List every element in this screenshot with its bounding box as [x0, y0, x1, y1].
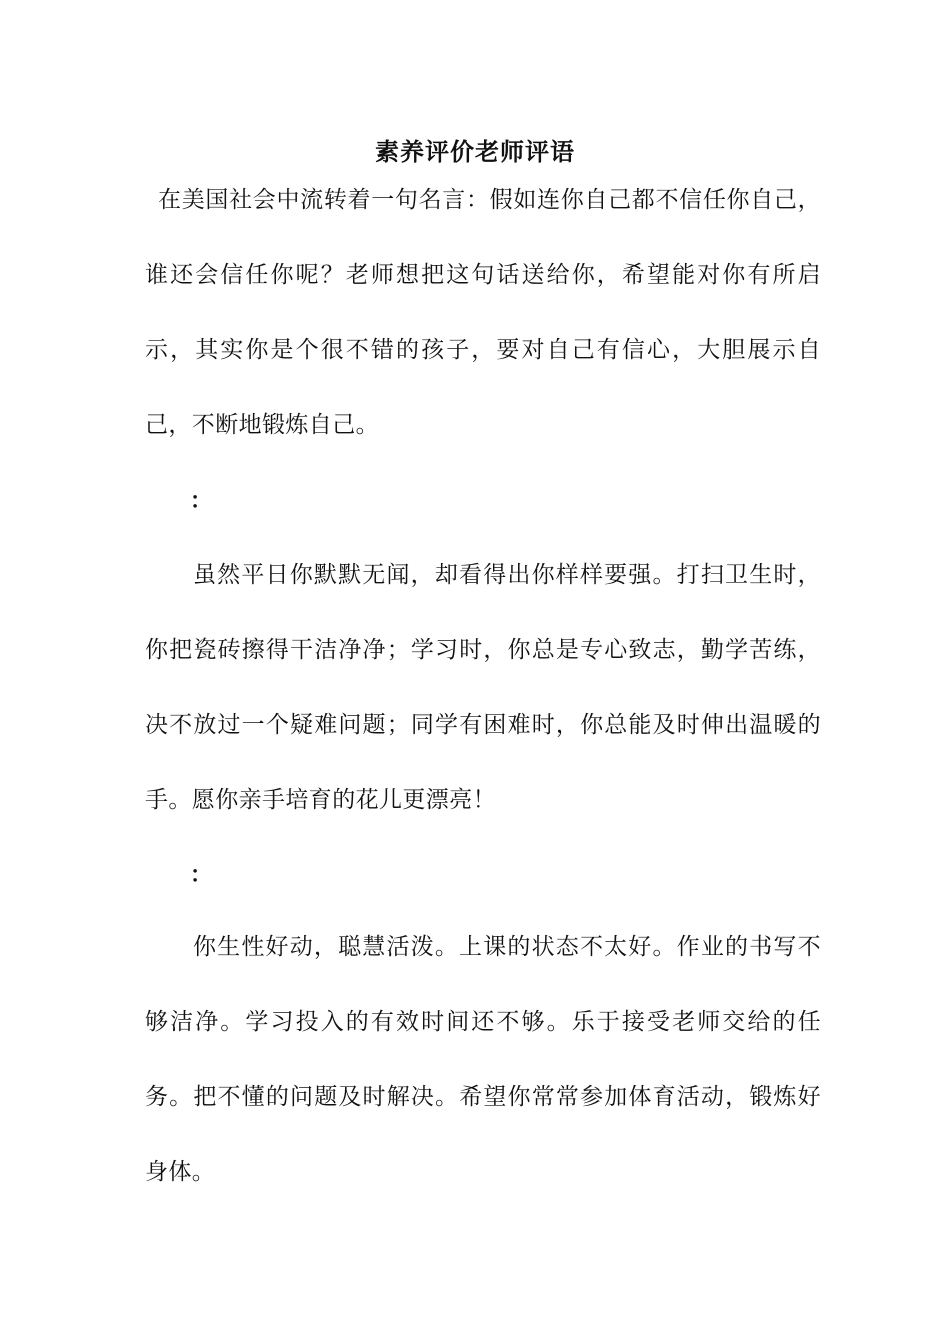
section-separator-2: ：	[190, 862, 213, 888]
comment-paragraph-3: 你生性好动，聪慧活泼。上课的状态不太好。作业的书写不够洁净。学习投入的有效时间还不够。乐于接受老师交给的任务。把不懂的问题及时解决。希望你常常参加体育活动，锻炼好身体。	[145, 934, 821, 1185]
document-title: 素养评价老师评语	[375, 137, 575, 166]
comment-paragraph-1: 在美国社会中流转着一句名言：假如连你自己都不信任你自己，谁还会信任你呢？老师想把这句话送给你，希望能对你有所启示，其实你是个很不错的孩子，要对自己有信心，大胆展示自己，不断地锻炼自己。	[145, 187, 821, 438]
comment-paragraph-2: 虽然平日你默默无闻，却看得出你样样要强。打扫卫生时，你把瓷砖擦得干洁净净；学习时，你总是专心致志，勤学苦练，决不放过一个疑难问题；同学有困难时，你总能及时伸出温暖的手。愿你亲手培育的花儿更漂亮！	[145, 562, 821, 813]
section-separator-1: ：	[190, 488, 213, 514]
